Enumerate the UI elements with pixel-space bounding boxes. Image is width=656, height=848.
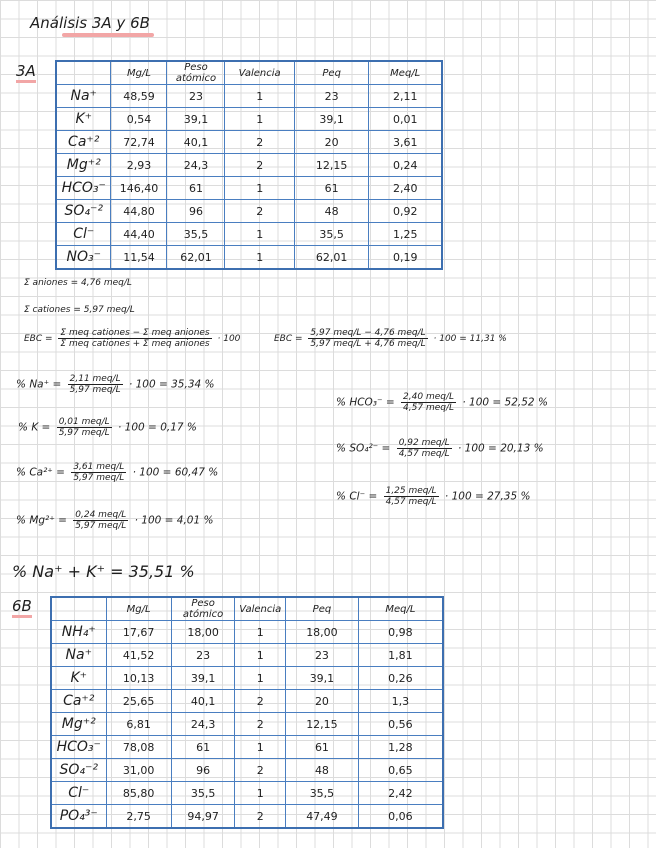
cell-mg-l: 11,54 bbox=[111, 246, 167, 270]
cell-ion: Ca⁺² bbox=[56, 131, 111, 154]
header-mg-l: Mg/L bbox=[106, 597, 171, 621]
cell-mg-l: 10,13 bbox=[106, 667, 171, 690]
cell-meq-l: 0,26 bbox=[358, 667, 443, 690]
cell-peq: 12,15 bbox=[294, 154, 369, 177]
page-title: Análisis 3A y 6B bbox=[30, 14, 150, 32]
percent-k: % K = $\frac{\text{0,01 meq/L}}{\text{5,97 meq/L}}$ · 100 = 0,17 % bbox=[18, 417, 197, 438]
cell-mg-l: 25,65 bbox=[106, 690, 171, 713]
cell-valencia: 2 bbox=[225, 131, 294, 154]
title-underline bbox=[62, 33, 154, 37]
cell-mg-l: 0,54 bbox=[111, 108, 167, 131]
cell-ion: Na⁺ bbox=[56, 85, 111, 108]
cell-valencia: 2 bbox=[235, 759, 286, 782]
cell-peq: 20 bbox=[294, 131, 369, 154]
cell-valencia: 1 bbox=[225, 223, 294, 246]
table-row bbox=[51, 713, 443, 736]
cell-peso-atomico: 40,1 bbox=[171, 690, 235, 713]
header-peq: Peq bbox=[294, 61, 369, 85]
cell-peso-atomico: 35,5 bbox=[171, 782, 235, 805]
table-row bbox=[56, 85, 442, 108]
table-row bbox=[51, 736, 443, 759]
cell-valencia: 1 bbox=[225, 108, 294, 131]
cell-meq-l: 1,81 bbox=[358, 644, 443, 667]
cell-ion: PO₄³⁻ bbox=[51, 805, 106, 829]
table-row bbox=[56, 246, 442, 270]
cell-mg-l: 78,08 bbox=[106, 736, 171, 759]
cell-meq-l: 1,3 bbox=[358, 690, 443, 713]
cell-ion: Na⁺ bbox=[51, 644, 106, 667]
table-row bbox=[51, 805, 443, 829]
cell-mg-l: 85,80 bbox=[106, 782, 171, 805]
cell-mg-l: 48,59 bbox=[111, 85, 167, 108]
cell-peso-atomico: 62,01 bbox=[167, 246, 225, 270]
cell-meq-l: 0,92 bbox=[369, 200, 442, 223]
ion-table-6b bbox=[50, 596, 444, 829]
cell-valencia: 1 bbox=[235, 667, 286, 690]
cell-ion: Cl⁻ bbox=[56, 223, 111, 246]
cell-peso-atomico: 96 bbox=[171, 759, 235, 782]
cell-peq: 39,1 bbox=[286, 667, 359, 690]
table-row bbox=[56, 154, 442, 177]
cell-meq-l: 2,42 bbox=[358, 782, 443, 805]
cell-meq-l: 2,40 bbox=[369, 177, 442, 200]
header-valencia: Valencia bbox=[225, 61, 294, 85]
table-row bbox=[51, 644, 443, 667]
table-row bbox=[51, 667, 443, 690]
cell-peso-atomico: 35,5 bbox=[167, 223, 225, 246]
cell-mg-l: 6,81 bbox=[106, 713, 171, 736]
cell-ion: HCO₃⁻ bbox=[56, 177, 111, 200]
cell-peq: 48 bbox=[286, 759, 359, 782]
cell-meq-l: 3,61 bbox=[369, 131, 442, 154]
cell-peso-atomico: 23 bbox=[167, 85, 225, 108]
cell-peso-atomico: 40,1 bbox=[167, 131, 225, 154]
cell-ion: NO₃⁻ bbox=[56, 246, 111, 270]
ebc-formula: EBC = $\frac{\text{Σ meq cationes − Σ meq aniones}}{\text{Σ meq cationes + Σ meq aniones}}$ · 100 bbox=[24, 328, 241, 349]
ebc-result: EBC = $\frac{\text{5,97 meq/L − 4,76 meq/L}}{\text{5,97 meq/L + 4,76 meq/L}}$ · 100 = 11,31 % bbox=[274, 328, 507, 349]
cell-peso-atomico: 61 bbox=[171, 736, 235, 759]
cell-ion: HCO₃⁻ bbox=[51, 736, 106, 759]
cell-peq: 23 bbox=[286, 644, 359, 667]
cell-ion: SO₄⁻² bbox=[56, 200, 111, 223]
header-peso-atomico: Peso atómico bbox=[171, 597, 235, 621]
cell-peso-atomico: 39,1 bbox=[171, 667, 235, 690]
cell-ion: K⁺ bbox=[56, 108, 111, 131]
percent-so4: % SO₄²⁻ = $\frac{\text{0,92 meq/L}}{\text{4,57 meq/L}}$ · 100 = 20,13 % bbox=[336, 438, 544, 459]
cell-valencia: 2 bbox=[235, 805, 286, 829]
header-mg-l: Mg/L bbox=[111, 61, 167, 85]
cell-ion: SO₄⁻² bbox=[51, 759, 106, 782]
cell-mg-l: 2,93 bbox=[111, 154, 167, 177]
cell-mg-l: 44,40 bbox=[111, 223, 167, 246]
table-row bbox=[56, 108, 442, 131]
cell-ion: K⁺ bbox=[51, 667, 106, 690]
cell-peq: 61 bbox=[294, 177, 369, 200]
table-header-row bbox=[51, 597, 443, 621]
percent-cl: % Cl⁻ = $\frac{\text{1,25 meq/L}}{\text{4,57 meq/L}}$ · 100 = 27,35 % bbox=[336, 486, 531, 507]
cell-peq: 39,1 bbox=[294, 108, 369, 131]
section-6b-label: 6B bbox=[12, 597, 32, 615]
table-row bbox=[51, 621, 443, 644]
cell-mg-l: 31,00 bbox=[106, 759, 171, 782]
cell-valencia: 2 bbox=[225, 154, 294, 177]
percent-hco3: % HCO₃⁻ = $\frac{\text{2,40 meq/L}}{\text{4,57 meq/L}}$ · 100 = 52,52 % bbox=[336, 392, 548, 413]
cell-peq: 12,15 bbox=[286, 713, 359, 736]
cell-valencia: 1 bbox=[225, 246, 294, 270]
cell-ion: Ca⁺² bbox=[51, 690, 106, 713]
sum-cationes: Σ cationes = 5,97 meq/L bbox=[24, 305, 135, 315]
cell-peq: 47,49 bbox=[286, 805, 359, 829]
cell-peso-atomico: 24,3 bbox=[167, 154, 225, 177]
cell-meq-l: 0,19 bbox=[369, 246, 442, 270]
cell-peso-atomico: 61 bbox=[167, 177, 225, 200]
header-ion bbox=[56, 61, 111, 85]
cell-peq: 35,5 bbox=[286, 782, 359, 805]
header-ion bbox=[51, 597, 106, 621]
sum-aniones: Σ aniones = 4,76 meq/L bbox=[24, 278, 132, 288]
cell-valencia: 1 bbox=[235, 736, 286, 759]
cell-valencia: 2 bbox=[235, 690, 286, 713]
cell-ion: Mg⁺² bbox=[51, 713, 106, 736]
table-row bbox=[56, 200, 442, 223]
percent-mg: % Mg²⁺ = $\frac{\text{0,24 meq/L}}{\text{5,97 meq/L}}$ · 100 = 4,01 % bbox=[16, 510, 214, 531]
table-row bbox=[51, 759, 443, 782]
cell-peq: 18,00 bbox=[286, 621, 359, 644]
header-peso-atomico: Peso atómico bbox=[167, 61, 225, 85]
na-k-total: % Na⁺ + K⁺ = 35,51 % bbox=[12, 562, 195, 581]
cell-peso-atomico: 23 bbox=[171, 644, 235, 667]
table-header-row bbox=[56, 61, 442, 85]
cell-mg-l: 17,67 bbox=[106, 621, 171, 644]
cell-peq: 61 bbox=[286, 736, 359, 759]
percent-ca: % Ca²⁺ = $\frac{\text{3,61 meq/L}}{\text{5,97 meq/L}}$ · 100 = 60,47 % bbox=[16, 462, 219, 483]
header-valencia: Valencia bbox=[235, 597, 286, 621]
table-row bbox=[56, 131, 442, 154]
cell-meq-l: 0,01 bbox=[369, 108, 442, 131]
ion-table-3a bbox=[55, 60, 443, 270]
cell-ion: Cl⁻ bbox=[51, 782, 106, 805]
cell-valencia: 2 bbox=[225, 200, 294, 223]
cell-meq-l: 0,98 bbox=[358, 621, 443, 644]
cell-mg-l: 72,74 bbox=[111, 131, 167, 154]
cell-meq-l: 1,28 bbox=[358, 736, 443, 759]
cell-peq: 20 bbox=[286, 690, 359, 713]
table-row bbox=[56, 223, 442, 246]
cell-ion: NH₄⁺ bbox=[51, 621, 106, 644]
cell-meq-l: 0,24 bbox=[369, 154, 442, 177]
cell-peq: 35,5 bbox=[294, 223, 369, 246]
cell-peq: 62,01 bbox=[294, 246, 369, 270]
cell-peq: 48 bbox=[294, 200, 369, 223]
cell-ion: Mg⁺² bbox=[56, 154, 111, 177]
cell-mg-l: 44,80 bbox=[111, 200, 167, 223]
cell-mg-l: 41,52 bbox=[106, 644, 171, 667]
cell-peso-atomico: 94,97 bbox=[171, 805, 235, 829]
cell-valencia: 1 bbox=[235, 644, 286, 667]
table-row bbox=[51, 782, 443, 805]
cell-meq-l: 0,65 bbox=[358, 759, 443, 782]
table-row bbox=[51, 690, 443, 713]
cell-peso-atomico: 96 bbox=[167, 200, 225, 223]
cell-valencia: 1 bbox=[225, 177, 294, 200]
cell-mg-l: 146,40 bbox=[111, 177, 167, 200]
cell-meq-l: 1,25 bbox=[369, 223, 442, 246]
header-meq-l: Meq/L bbox=[358, 597, 443, 621]
cell-meq-l: 0,56 bbox=[358, 713, 443, 736]
cell-peq: 23 bbox=[294, 85, 369, 108]
cell-peso-atomico: 18,00 bbox=[171, 621, 235, 644]
cell-meq-l: 2,11 bbox=[369, 85, 442, 108]
cell-peso-atomico: 24,3 bbox=[171, 713, 235, 736]
cell-peso-atomico: 39,1 bbox=[167, 108, 225, 131]
cell-valencia: 1 bbox=[235, 782, 286, 805]
cell-valencia: 2 bbox=[235, 713, 286, 736]
cell-mg-l: 2,75 bbox=[106, 805, 171, 829]
cell-valencia: 1 bbox=[225, 85, 294, 108]
cell-meq-l: 0,06 bbox=[358, 805, 443, 829]
cell-valencia: 1 bbox=[235, 621, 286, 644]
header-peq: Peq bbox=[286, 597, 359, 621]
section-3a-label: 3A bbox=[16, 62, 36, 80]
table-row bbox=[56, 177, 442, 200]
percent-na: % Na⁺ = $\frac{\text{2,11 meq/L}}{\text{5,97 meq/L}}$ · 100 = 35,34 % bbox=[16, 374, 215, 395]
header-meq-l: Meq/L bbox=[369, 61, 442, 85]
